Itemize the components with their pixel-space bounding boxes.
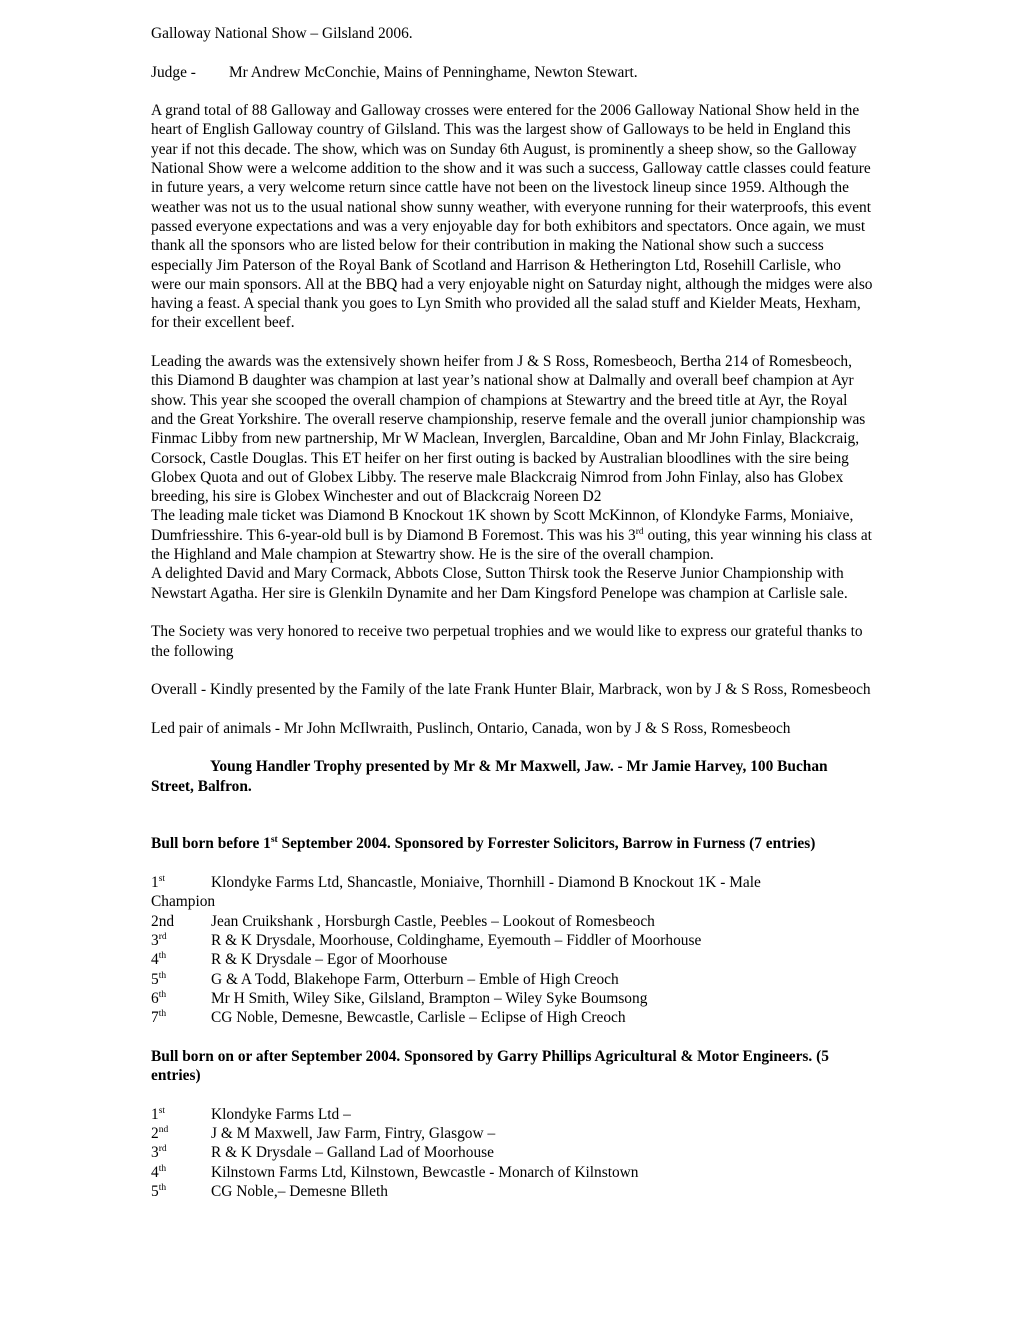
result-row [151, 950, 873, 969]
judge-name: Mr Andrew McConchie, Mains of Penninghame, Newton Stewart. [229, 63, 638, 81]
result-place: 5th [151, 970, 167, 988]
result-place: 6th [151, 989, 167, 1007]
result-row [151, 1163, 873, 1182]
result-text: R & K Drysdale – Galland Lad of Moorhouse [211, 1144, 494, 1162]
result-continuation: Champion [151, 893, 216, 911]
result-text: R & K Drysdale, Moorhouse, Coldinghame, Eyemouth – Fiddler of Moorhouse [211, 931, 702, 949]
class2-heading: Bull born on or after September 2004. Sponsored by Garry Phillips Agricultural & Motor Engineers. (5 entries) [151, 1047, 829, 1085]
result-place: 7th [151, 1009, 167, 1027]
result-text: R & K Drysdale – Egor of Moorhouse [211, 951, 448, 969]
result-text: Jean Cruikshank , Horsburgh Castle, Peebles – Lookout of Romesbeoch [211, 912, 655, 930]
trophy-overall: Overall - Kindly presented by the Family of the late Frank Hunter Blair, Marbrack, won by J & S Ross, Romesbeoch [151, 681, 871, 699]
result-text: Kilnstown Farms Ltd, Kilnstown, Bewcastle - Monarch of Kilnstown [211, 1163, 639, 1181]
result-text: Klondyke Farms Ltd – [211, 1105, 351, 1123]
class2-results [151, 1105, 873, 1201]
result-row [151, 1124, 873, 1143]
young-handler-trophy: Young Handler Trophy presented by Mr & Mr Maxwell, Jaw. - Mr Jamie Harvey, 100 Buchan Street, Balfron. [151, 758, 828, 795]
male-ticket-paragraph: The leading male ticket was Diamond B Knockout 1K shown by Scott McKinnon, of Klondyke Farms, Moniaive, Dumfriesshire. This 6-year-old bull is by Diamond B Foremost. This was his 3rd outing, this year winning his class at the Highland and Male champion at Stewartry show. He is the sire of the overall champion. [151, 507, 872, 564]
result-place: 5th [151, 1182, 167, 1200]
result-row [151, 912, 873, 931]
judge-line [151, 63, 873, 82]
result-row [151, 1105, 873, 1124]
result-place: 4th [151, 1163, 167, 1181]
result-row [151, 1008, 873, 1027]
reserve-junior-paragraph: A delighted David and Mary Cormack, Abbots Close, Sutton Thirsk took the Reserve Junior Championship with Newstart Agatha. Her sire is Glenkiln Dynamite and her Dam Kingsford Penelope was champion at Carlisle sale. [151, 565, 848, 602]
result-place: 2nd [151, 912, 175, 930]
result-row [151, 873, 873, 892]
document-title: Galloway National Show – Gilsland 2006. [151, 25, 413, 42]
result-text: CG Noble,– Demesne Blleth [211, 1182, 388, 1200]
result-place: 3rd [151, 931, 167, 949]
result-text: Klondyke Farms Ltd, Shancastle, Moniaive, Thornhill - Diamond B Knockout 1K - Male [211, 874, 761, 892]
judge-label: Judge - [151, 63, 196, 81]
awards-paragraph: Leading the awards was the extensively shown heifer from J & S Ross, Romesbeoch, Bertha 214 of Romesbeoch, this Diamond B daughter was champion at last year’s national show at Dalmally and overall beef champion at Ayr show. This year she scooped the overall champion of champions at Stewartry and the breed title at Ayr, the Royal and the Great Yorkshire. The overall reserve championship, reserve female and the overall junior championship was Finmac Libby from new partnership, Mr W Maclean, Inverglen, Barcaldine, Oban and Mr John Finlay, Blackcraig, Corsock, Castle Douglas. This ET heifer on her first outing is backed by Australian bloodlines with the sire being Globex Quota and out of Globex Libby. The reserve male Blackcraig Nimrod from John Finlay, also has Globex breeding, his sire is Globex Winchester and out of Blackcraig Noreen D2 [151, 353, 866, 506]
result-text: Mr H Smith, Wiley Sike, Gilsland, Brampton – Wiley Syke Boumsong [211, 989, 648, 1007]
result-place: 1st [151, 1105, 166, 1123]
result-place: 2nd [151, 1124, 169, 1142]
result-row [151, 1143, 873, 1162]
trophies-intro: The Society was very honored to receive two perpetual trophies and we would like to express our grateful thanks to the following [151, 623, 863, 660]
result-text: G & A Todd, Blakehope Farm, Otterburn – Emble of High Creoch [211, 970, 619, 988]
result-place: 1st [151, 873, 166, 892]
result-row [151, 931, 873, 950]
class1-heading: Bull born before 1st September 2004. Sponsored by Forrester Solicitors, Barrow in Furness (7 entries) [151, 835, 816, 853]
result-place: 3rd [151, 1144, 167, 1162]
result-place: 4th [151, 951, 167, 969]
trophy-led-pair: Led pair of animals - Mr John McIlwraith, Puslinch, Ontario, Canada, won by J & S Ross, Romesbeoch [151, 719, 791, 737]
result-row [151, 970, 873, 989]
result-text: CG Noble, Demesne, Bewcastle, Carlisle – Eclipse of High Creoch [211, 1009, 626, 1027]
result-text: J & M Maxwell, Jaw Farm, Fintry, Glasgow – [211, 1124, 496, 1142]
class1-results [151, 873, 873, 1027]
intro-paragraph: A grand total of 88 Galloway and Galloway crosses were entered for the 2006 Galloway National Show held in the heart of English Galloway country of Gilsland. This was the largest show of Galloways to be held in England this year if not this decade. The show, which was on Sunday 6th August, is prominently a sheep show, so the Galloway National Show were a welcome addition to the show and it was such a success, Galloway cattle classes could feature in future years, a very welcome return since cattle have not been on the livestock lineup since 1959. Although the weather was not us to the usual national show sunny weather, with everyone running for their waterproofs, this event passed everyone expectations and was a very enjoyable day for both exhibitors and spectators. Once again, we must thank all the sponsors who are listed below for their contribution in making the National show such a success especially Jim Paterson of the Royal Bank of Scotland and Harrison & Hetherington Ltd, Rosehill Carlisle, who were our main sponsors. All at the BBQ had a very enjoyable night on Saturday night, although the midges were also having a feast. A special thank you goes to Lyn Smith who provided all the salad stuff and Kielder Meats, Hexham, for their excellent beef. [151, 102, 873, 332]
result-row [151, 989, 873, 1008]
result-row [151, 1182, 873, 1201]
document-page [151, 24, 873, 1201]
